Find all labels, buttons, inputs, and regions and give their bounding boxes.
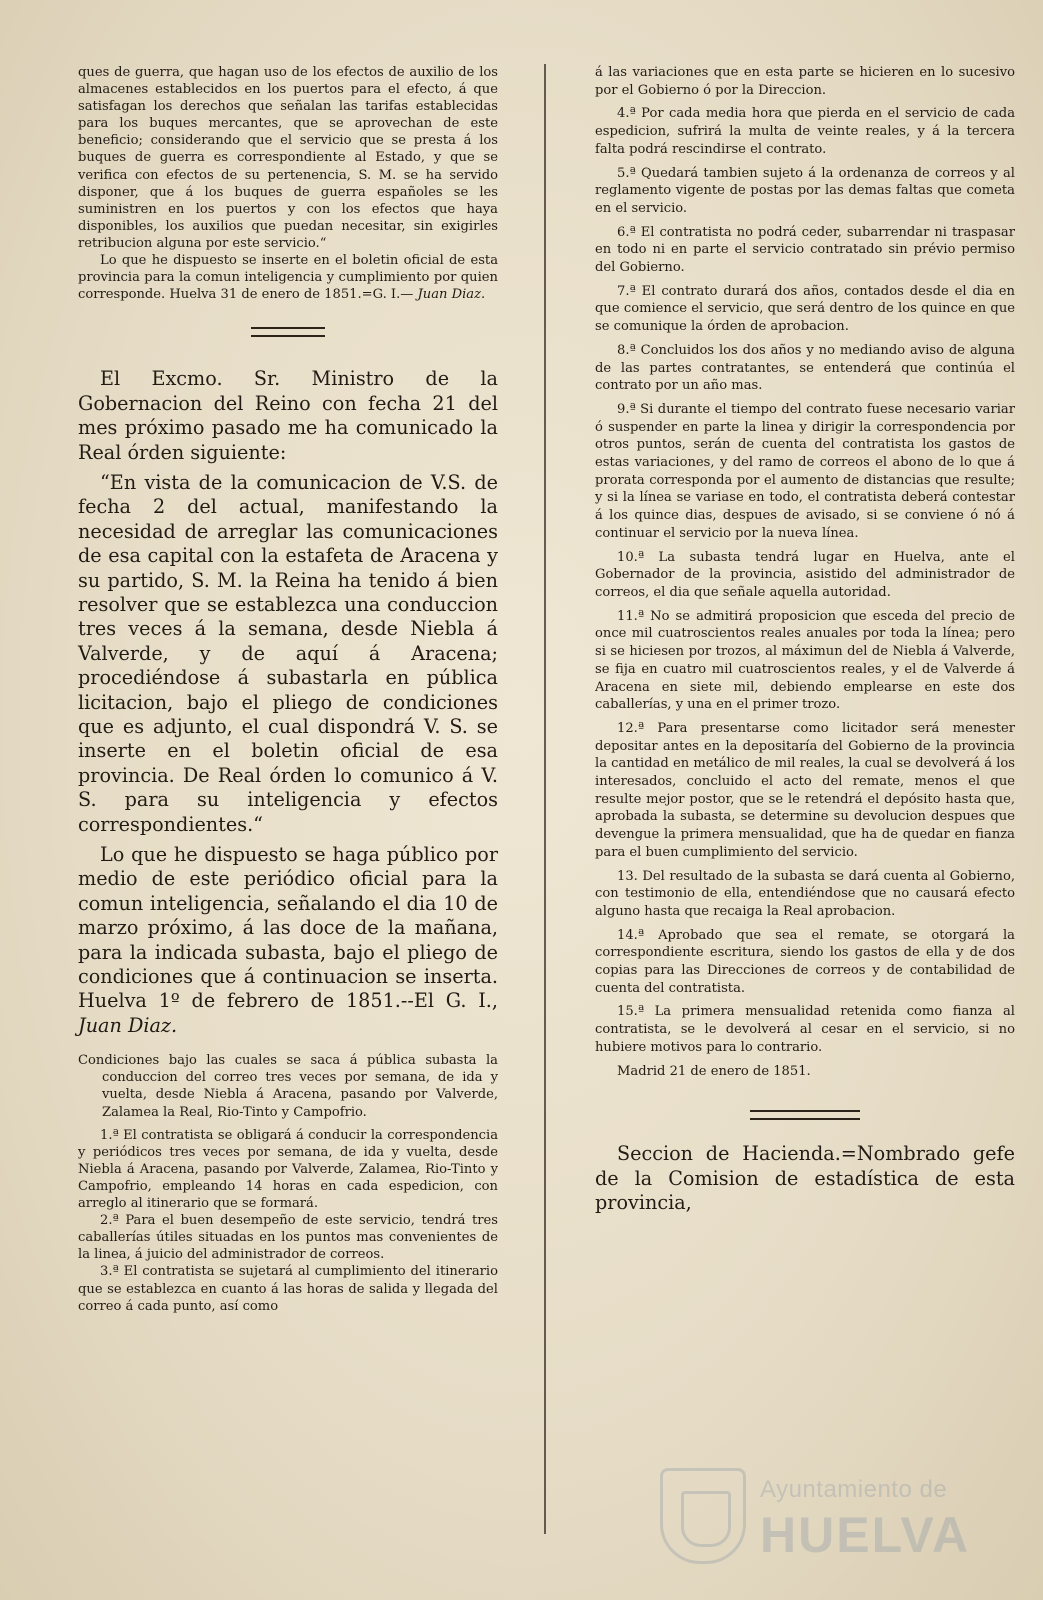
paragraph-subasta-anuncio <box>78 843 498 1038</box>
ayuntamiento-huelva-watermark <box>660 1462 990 1572</box>
condition-1: 1.ª El contratista se obligará á conducir la correspondencia y periódicos tres veces por semana, de ida y vuelta, desde Niebla á Aracena, pasando por Valverde, Zalamea, Rio-Tinto y Campofrio, empleando 14 horas en cada espedicion, con arreglo al itinerario que se formará. <box>78 1127 498 1212</box>
condition-8: 8.ª Concluidos los dos años y no mediando aviso de alguna de las partes contratantes, se entenderá que continúa el contrato por un año mas. <box>595 342 1015 394</box>
condition-3-continued: á las variaciones que en esta parte se hicieren en lo sucesivo por el Gobierno ó por la Direccion. <box>595 65 1015 98</box>
signature-juan-diaz-2: Juan Diaz. <box>78 1013 178 1037</box>
condition-9: 9.ª Si durante el tiempo del contrato fuese necesario variar ó suspender en parte la linea y dirigir la correspondencia por otros puntos, serán de cuenta del contratista los gastos de estas variaciones, y del ramo de correos el abono de lo que á prorata corresponda por el aumento de distancias que resulte; y si la línea se variase en todo, el contratista deberá contestar á los quince dias, despues de avisado, si se conviene ó nó á continuar el servicio por la nueva línea. <box>595 401 1015 541</box>
condition-6: 6.ª El contratista no podrá ceder, subarrendar ni traspasar en todo ni en parte el servicio contratado sin prévio permiso del Gobierno. <box>595 224 1015 276</box>
section-separator-right <box>750 1110 860 1120</box>
column-divider <box>544 64 546 1534</box>
condition-2: 2.ª Para el buen desempeño de este servicio, tendrá tres caballerías útiles situadas en los puntos mas convenientes de la linea, á juicio del administrador de correos. <box>78 1213 498 1263</box>
conditions-heading: Condiciones bajo las cuales se saca á pública subasta la conduccion del correo tres veces por semana, de ida y vuelta, desde Niebla á Aracena, pasando por Valverde, Zalamea la Real, Rio-Tinto y Campofrio. <box>78 1053 498 1120</box>
watermark-line-1: Ayuntamiento de <box>760 1476 948 1503</box>
condition-15: 15.ª La primera mensualidad retenida como fianza al contratista, se le devolverá al cesar en el servicio, si no hubiere motivos para lo contrario. <box>595 1004 1015 1055</box>
paragraph-ministro-gobernacion: El Excmo. Sr. Ministro de la Gobernacion del Reino con fecha 21 del mes próximo pasado me ha comunicado la Real órden siguiente: <box>78 367 498 464</box>
paragraph-insercion-text: Lo que he dispuesto se inserte en el boletin oficial de esta provincia para la comun inteligencia y cumplimiento por quien corresponde. Huelva 31 de enero de 1851.=G. I.— <box>78 253 498 303</box>
condition-10: 10.ª La subasta tendrá lugar en Huelva, ante el Gobernador de la provincia, asistido del administrador de correos, el dia que señale aquella autoridad. <box>595 549 1015 600</box>
paragraph-seccion-hacienda: Seccion de Hacienda.=Nombrado gefe de la Comision de estadística de esta provincia, <box>595 1142 1015 1215</box>
left-column <box>78 64 498 1315</box>
condition-7: 7.ª El contrato durará dos años, contados desde el dia en que comience el servicio, que será dentro de los quince en que se comunique la órden de aprobacion. <box>595 283 1015 335</box>
condition-4: 4.ª Por cada media hora que pierda en el servicio de cada espedicion, sufrirá la multa de veinte reales, y á la tercera falta podrá rescindirse el contrato. <box>595 106 1015 157</box>
paragraph-real-orden: “En vista de la comunicacion de V.S. de fecha 2 del actual, manifestando la necesidad de arreglar las comunicaciones de esa capital con la estafeta de Aracena y su partido, S. M. la Reina ha tenido á bien resolver que se establezca una conduccion tres veces á la semana, desde Niebla á Valverde, y de aquí á Aracena; procediéndose á subastarla en pública licitacion, bajo el pliego de condiciones que es adjunto, el cual dispondrá V. S. se inserte en el boletin oficial de esa provincia. De Real órden lo comunico á V. S. para su inteligencia y efectos correspondientes.“ <box>78 470 498 836</box>
condition-14: 14.ª Aprobado que sea el remate, se otorgará la correspondiente escritura, siendo los gastos de ella y de dos copias para las Direcciones de correos y de contabilidad de cuenta del contratista. <box>595 927 1015 996</box>
condition-5: 5.ª Quedará tambien sujeto á la ordenanza de correos y al reglamento vigente de postas por las demas faltas que cometa en el servicio. <box>595 165 1015 216</box>
paragraph-insercion-boletin <box>78 252 498 303</box>
watermark-line-2: HUELVA <box>760 1507 971 1563</box>
condition-13: 13. Del resultado de la subasta se dará cuenta al Gobierno, con testimonio de ella, entendiéndose que no causará efecto alguno hasta que recaiga la Real aprobacion. <box>595 868 1015 919</box>
date-line: Madrid 21 de enero de 1851. <box>617 1063 811 1079</box>
paragraph-navy-auxilios: ques de guerra, que hagan uso de los efectos de auxilio de los almacenes establecidos en los puertos para el efecto, á que satisfagan los derechos que señalan las tarifas establecidas para los buques mercantes, que se aprovechan de este beneficio; considerando que el servicio que se presta á los buques de guerra es correspondiente al Estado, y que se verifica con efectos de su pertenencia, S. M. se ha servido disponer, que á los buques de guerra españoles se les suministren en los puertos y con los efectos que haya disponibles, los auxilios que puedan necesitar, sin exigirles retribucion alguna por este servicio.“ <box>78 65 498 251</box>
section-separator <box>251 327 325 337</box>
right-column <box>595 64 1015 1215</box>
coat-of-arms-icon <box>660 1468 746 1564</box>
paragraph-subasta-text: Lo que he dispuesto se haga público por medio de este periódico oficial para la comun inteligencia, señalando el dia 10 de marzo próximo, á las doce de la mañana, para la indicada subasta, bajo el pliego de condiciones que á continuacion se inserta. Huelva 1º de febrero de 1851.--El G. I., <box>78 843 498 1013</box>
signature-juan-diaz-1: Juan Diaz. <box>417 287 486 303</box>
condition-3: 3.ª El contratista se sujetará al cumplimiento del itinerario que se establezca en cuanto á las horas de salida y llegada del correo á cada punto, así como <box>78 1264 498 1314</box>
condition-11: 11.ª No se admitirá proposicion que esceda del precio de once mil cuatroscientos reales anuales por toda la línea; pero si se hiciesen por trozos, al máximun del de Niebla á Valverde, se fija en cuatro mil cuatroscientos reales, y el de Valverde á Aracena en siete mil, debiendo emplearse en este dos caballerías, y una en el primer trozo. <box>595 608 1015 713</box>
condition-12: 12.ª Para presentarse como licitador será menester depositar antes en la depositaría del Gobierno de la provincia la cantidad en metálico de mil reales, la cual se devolverá á los interesados, concluido el acto del remate, menos el que resulte mejor postor, que se le retendrá el depósito hasta que, aprobada la subasta, se determine su devolucion despues que devengue la primera mensualidad, que ha de quedar en fianza para el buen cumplimiento del servicio. <box>595 720 1015 860</box>
